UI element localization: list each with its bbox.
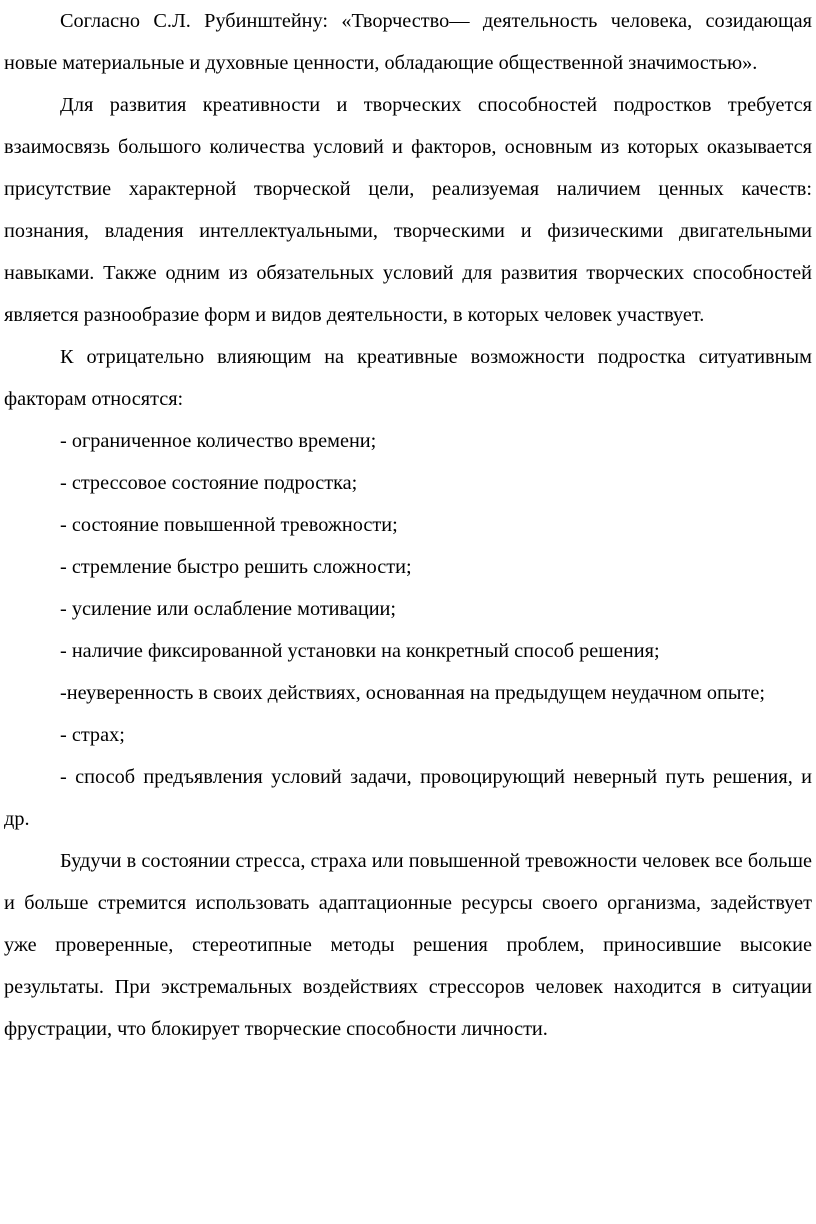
paragraph-rubinstein-quote: Согласно С.Л. Рубинштейну: «Творчество— деятельность человека, созидающая новые материальные и духовные ценности, обладающие общественной значимостью». <box>4 10 812 74</box>
list-item-fixed-setting: - наличие фиксированной установки на конкретный способ решения; <box>60 640 660 662</box>
list-item-fear: - страх; <box>60 724 125 746</box>
list-item-limited-time: - ограниченное количество времени; <box>60 430 377 452</box>
paragraph-stress-conclusion: Будучи в состоянии стресса, страха или повышенной тревожности человек все больше и больше стремится использовать адаптационные ресурсы своего организма, задействует уже проверенные, стереотипные методы решения проблем, приносившие высокие результаты. При экстремальных воздействиях стрессоров человек находится в ситуации фрустрации, что блокирует творческие способности личности. <box>4 850 812 1040</box>
paragraph-creativity-development: Для развития креативности и творческих способностей подростков требуется взаимосвязь большого количества условий и факторов, основным из которых оказывается присутствие характерной творческой цели, реализуемая наличием ценных качеств: познания, владения интеллектуальными, творческими и физическими двигательными навыками. Также одним из обязательных условий для развития творческих способностей является разнообразие форм и видов деятельности, в которых человек участвует. <box>4 94 812 326</box>
list-item-anxiety: - состояние повышенной тревожности; <box>60 514 398 536</box>
list-item-stress-state: - стрессовое состояние подростка; <box>60 472 358 494</box>
list-item-motivation: - усиление или ослабление мотивации; <box>60 598 397 620</box>
paragraph-negative-factors-intro: К отрицательно влияющим на креативные возможности подростка ситуативным факторам относятся: <box>4 346 812 410</box>
document-page <box>4 0 812 1050</box>
list-item-uncertainty: -неуверенность в своих действиях, основанная на предыдущем неудачном опыте; <box>60 682 765 704</box>
list-item-quick-solution: - стремление быстро решить сложности; <box>60 556 412 578</box>
list-item-task-presentation: - способ предъявления условий задачи, провоцирующий неверный путь решения, и др. <box>4 766 812 830</box>
